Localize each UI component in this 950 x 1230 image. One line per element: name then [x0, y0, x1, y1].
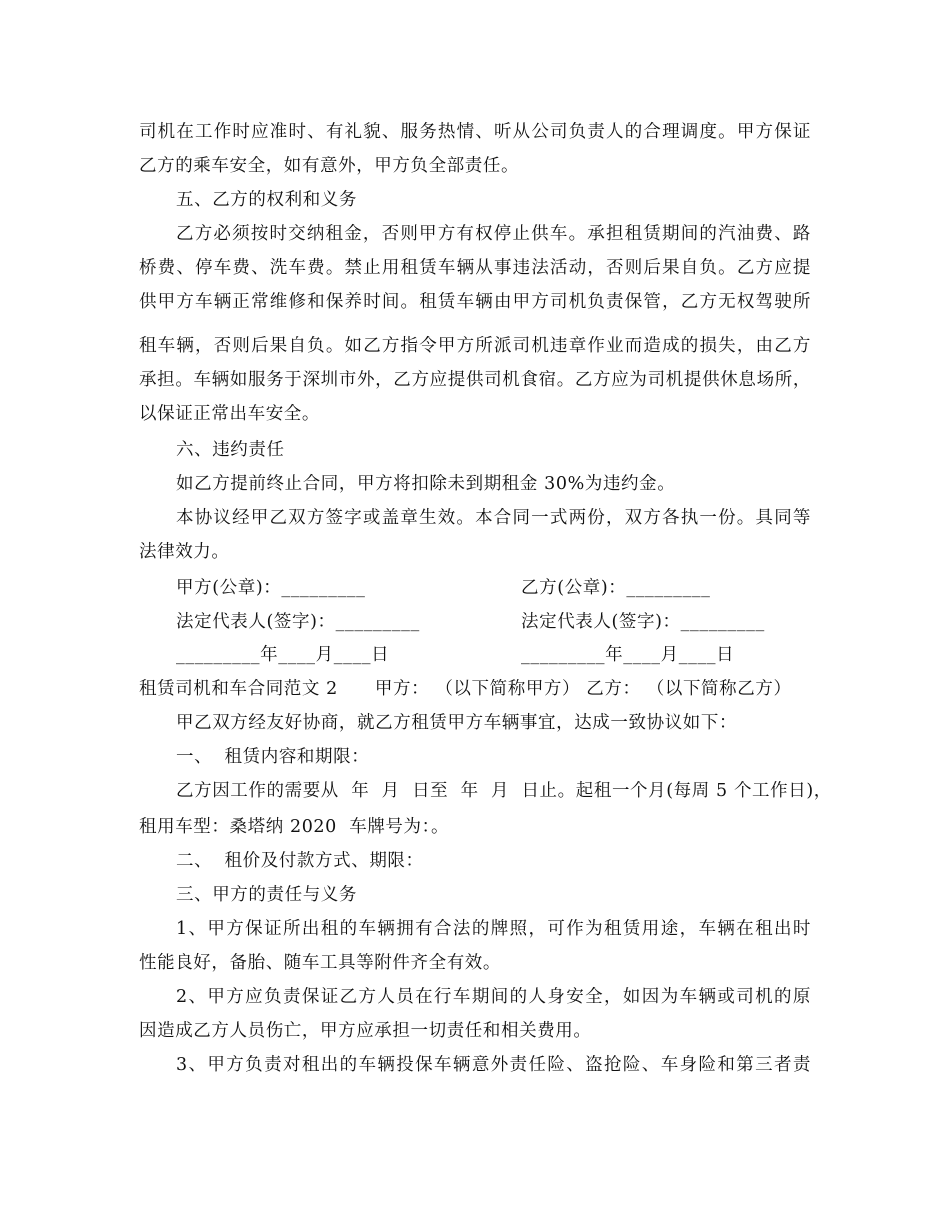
paragraph-line: 司机在工作时应准时、有礼貌、服务热情、听从公司负责人的合理调度。甲方保证: [139, 122, 811, 142]
paragraph-line: 以保证正常出车安全。: [139, 404, 320, 424]
paragraph-line: 乙方因工作的需要从 年 月 日至 年 月 日止。起租一个月(每周 5 个工作日)，: [176, 781, 832, 801]
paragraph-line: 甲乙双方经友好协商，就乙方租赁甲方车辆事宜，达成一致协议如下：: [176, 713, 738, 733]
paragraph-line: 乙方必须按时交纳租金，否则甲方有权停止供车。承担租赁期间的汽油费、路: [176, 224, 811, 244]
paragraph-line: 因造成乙方人员伤亡，甲方应承担一切责任和相关费用。: [139, 1021, 592, 1041]
paragraph-line: 租车辆，否则后果自负。如乙方指令甲方所派司机违章作业而造成的损失，由乙方: [139, 336, 811, 356]
paragraph-line: 性能良好，备胎、随车工具等附件齐全有效。: [139, 953, 501, 973]
party-a-date-field: _________年____月____日: [176, 645, 390, 665]
paragraph-line: 桥费、停车费、洗车费。禁止用租赁车辆从事违法活动，否则后果自负。乙方应提: [139, 258, 811, 278]
party-a-seal-field: 甲方(公章)：_________: [176, 578, 366, 598]
paragraph-line: 本协议经甲乙双方签字或盖章生效。本合同一式两份，双方各执一份。具同等: [176, 508, 811, 528]
section-heading: 三、甲方的责任与义务: [176, 885, 357, 905]
party-b-seal-field: 乙方(公章)：_________: [521, 578, 711, 598]
paragraph-line: 2、甲方应负责保证乙方人员在行车期间的人身安全，如因为车辆或司机的原: [176, 987, 811, 1007]
paragraph-line: 租用车型：桑塔纳 2020 车牌号为：。: [139, 817, 450, 837]
section-heading: 六、违约责任: [176, 440, 285, 460]
paragraph-line: 承担。车辆如服务于深圳市外，乙方应提供司机食宿。乙方应为司机提供休息场所，: [139, 370, 811, 390]
section-heading: 一、 租赁内容和期限：: [176, 747, 370, 767]
contract-title-line: 租赁司机和车合同范文 2 甲方： （以下简称甲方） 乙方： （以下简称乙方）: [139, 679, 792, 699]
paragraph-line: 供甲方车辆正常维修和保养时间。租赁车辆由甲方司机负责保管，乙方无权驾驶所: [139, 292, 811, 312]
paragraph-line: 乙方的乘车安全，如有意外，甲方负全部责任。: [139, 156, 520, 176]
party-b-representative-field: 法定代表人(签字)：_________: [521, 612, 765, 632]
paragraph-line: 3、甲方负责对租出的车辆投保车辆意外责任险、盗抢险、车身险和第三者责: [176, 1055, 811, 1075]
paragraph-line: 1、甲方保证所出租的车辆拥有合法的牌照，可作为租赁用途，车辆在租出时: [176, 919, 811, 939]
party-a-representative-field: 法定代表人(签字)：_________: [176, 612, 420, 632]
party-b-date-field: _________年____月____日: [521, 645, 735, 665]
paragraph-line: 法律效力。: [139, 542, 230, 562]
section-heading: 五、乙方的权利和义务: [176, 190, 357, 210]
section-heading: 二、 租价及付款方式、期限：: [176, 851, 424, 871]
paragraph-line: 如乙方提前终止合同，甲方将扣除未到期租金 30%为违约金。: [176, 474, 676, 494]
